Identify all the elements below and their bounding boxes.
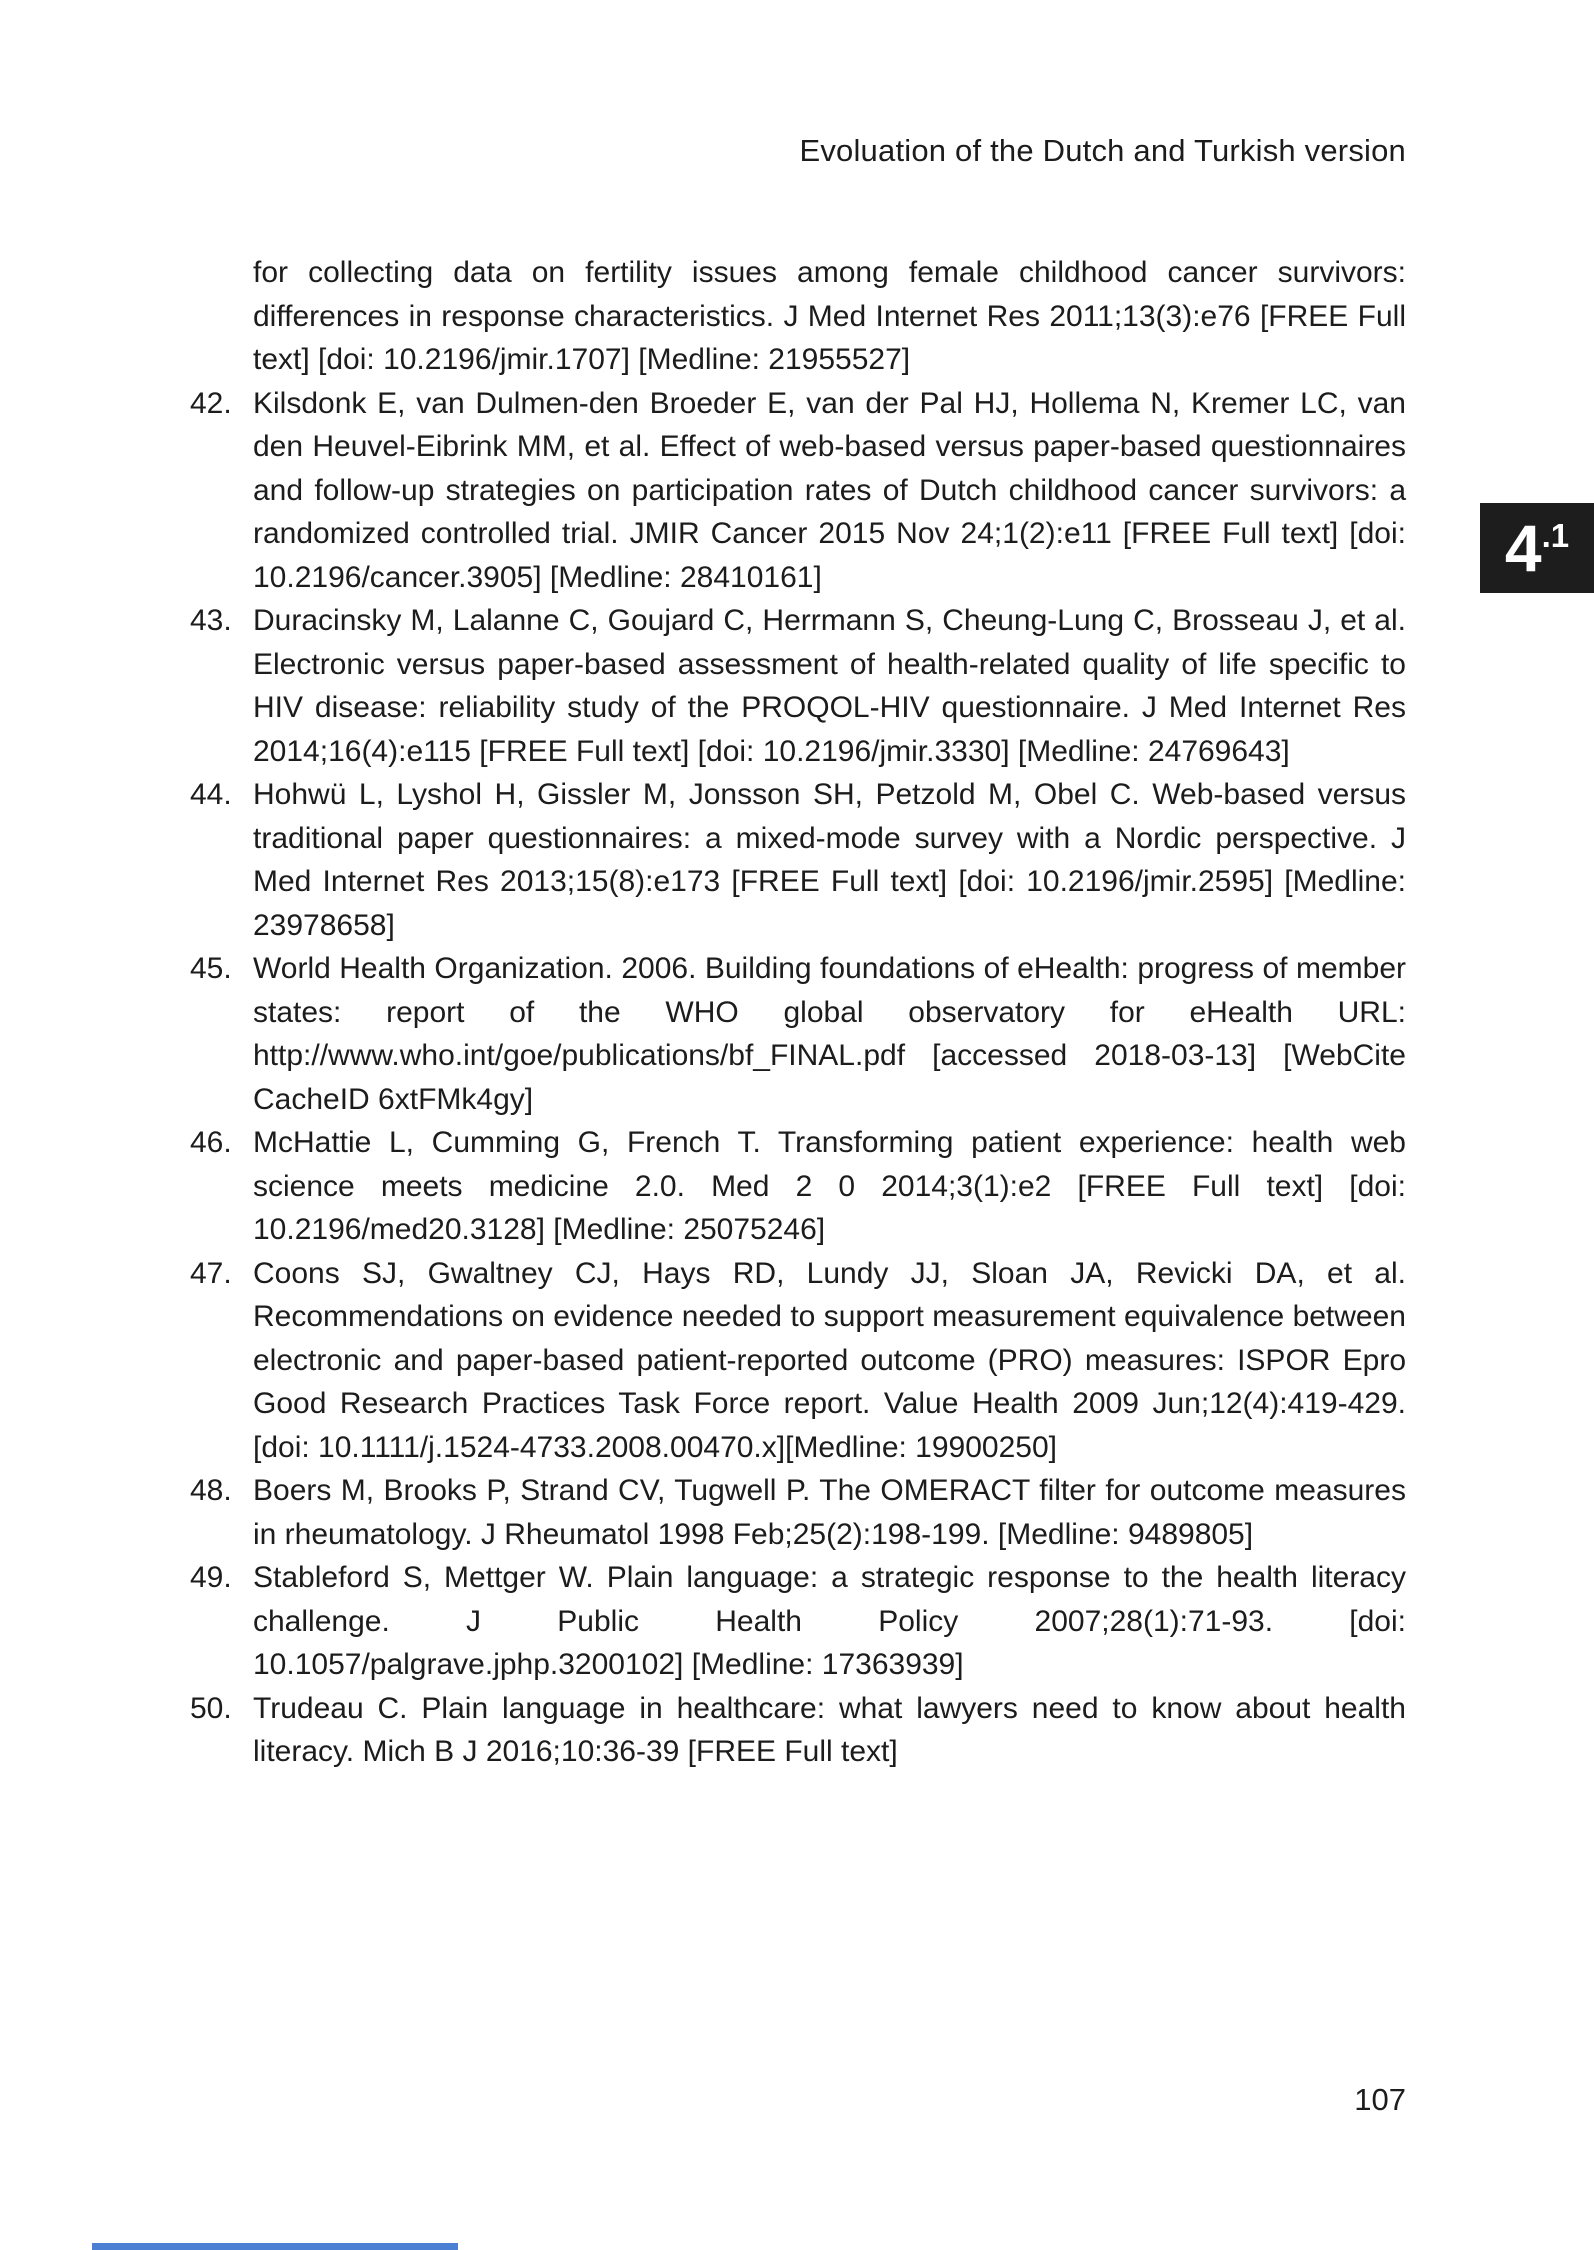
reference-text: Coons SJ, Gwaltney CJ, Hays RD, Lundy JJ, Sloan JA, Revicki DA, et al. Recommendations on evidence needed to support measurement equivalence between electronic and paper-based patient-reported outcome (PRO) measures: ISPOR Epro Good Research Practices Task Force report. Value Health 2009 Jun;12(4):419-429. [doi: 10.1111/j.1524-4733.2008.00470.x][Medline: 19900250] (253, 1256, 1406, 1464)
reference-list (190, 382, 1406, 1774)
reference-text: World Health Organization. 2006. Building foundations of eHealth: progress of member states: report of the WHO global observatory for eHealth URL: http://www.who.int/goe/publications/bf_FINAL.pdf [accessed 2018-03-13] [WebCite CacheID 6xtFMk4gy] (253, 952, 1406, 1116)
reference-text: Kilsdonk E, van Dulmen-den Broeder E, van der Pal HJ, Hollema N, Kremer LC, van den Heuvel-Eibrink MM, et al. Effect of web-based versus paper-based questionnaires and follow-up strategies on participation rates of Dutch childhood cancer survivors: a randomized controlled trial. JMIR Cancer 2015 Nov 24;1(2):e11 [FREE Full text] [doi: 10.2196/cancer.3905] [Medline: 28410161] (253, 386, 1406, 594)
reference-item (190, 1121, 1406, 1252)
chapter-section-number: .1 (1541, 516, 1570, 554)
reference-number: 47. (190, 1256, 232, 1290)
reference-item (190, 1469, 1406, 1556)
reference-item (190, 773, 1406, 947)
reference-number: 45. (190, 952, 232, 985)
references-section (190, 251, 1406, 1774)
reference-item (190, 1252, 1406, 1470)
chapter-tab (1480, 503, 1594, 593)
reference-text: Trudeau C. Plain language in healthcare: what lawyers need to know about health literacy. Mich B J 2016;10:36-39 [FREE Full text] (253, 1691, 1406, 1768)
reference-number: 42. (190, 386, 232, 420)
reference-text: Stableford S, Mettger W. Plain language: a strategic response to the health literacy challenge. J Public Health Policy 2007;28(1):71-93. [doi: 10.1057/palgrave.jphp.3200102] [Medline: 17363939] (253, 1561, 1406, 1681)
reference-continuation-text: for collecting data on fertility issues among female childhood cancer survivors: differences in response characteristics. J Med Internet Res 2011;13(3):e76 [FREE Full text] [doi: 10.2196/jmir.1707] [Medline: 21955527] (253, 256, 1406, 376)
page-number: 107 (1354, 2082, 1406, 2117)
reference-item (190, 1556, 1406, 1687)
footer-accent-bar (92, 2243, 458, 2250)
reference-text: McHattie L, Cumming G, French T. Transforming patient experience: health web science meets medicine 2.0. Med 2 0 2014;3(1):e2 [FREE Full text] [doi: 10.2196/med20.3128] [Medline: 25075246] (253, 1126, 1406, 1246)
reference-number: 48. (190, 1474, 232, 1507)
running-header: Evoluation of the Dutch and Turkish version (799, 133, 1406, 168)
reference-text: Boers M, Brooks P, Strand CV, Tugwell P. The OMERACT filter for outcome measures in rheumatology. J Rheumatol 1998 Feb;25(2):198-199. [Medline: 9489805] (253, 1474, 1406, 1551)
reference-number: 44. (190, 778, 232, 811)
reference-item (190, 382, 1406, 600)
chapter-number: 4 (1504, 511, 1542, 585)
reference-number: 46. (190, 1126, 232, 1159)
reference-item (190, 599, 1406, 773)
reference-number: 43. (190, 604, 232, 637)
reference-text: Duracinsky M, Lalanne C, Goujard C, Herrmann S, Cheung-Lung C, Brosseau J, et al. Electronic versus paper-based assessment of health-related quality of life specific to HIV disease: reliability study of the PROQOL-HIV questionnaire. J Med Internet Res 2014;16(4):e115 [FREE Full text] [doi: 10.2196/jmir.3330] [Medline: 24769643] (253, 604, 1406, 768)
reference-item (190, 947, 1406, 1121)
reference-number: 50. (190, 1691, 232, 1725)
reference-number: 49. (190, 1561, 232, 1594)
reference-text: Hohwü L, Lyshol H, Gissler M, Jonsson SH, Petzold M, Obel C. Web-based versus traditional paper questionnaires: a mixed-mode survey with a Nordic perspective. J Med Internet Res 2013;15(8):e173 [FREE Full text] [doi: 10.2196/jmir.2595] [Medline: 23978658] (253, 778, 1406, 942)
reference-item (190, 1687, 1406, 1774)
